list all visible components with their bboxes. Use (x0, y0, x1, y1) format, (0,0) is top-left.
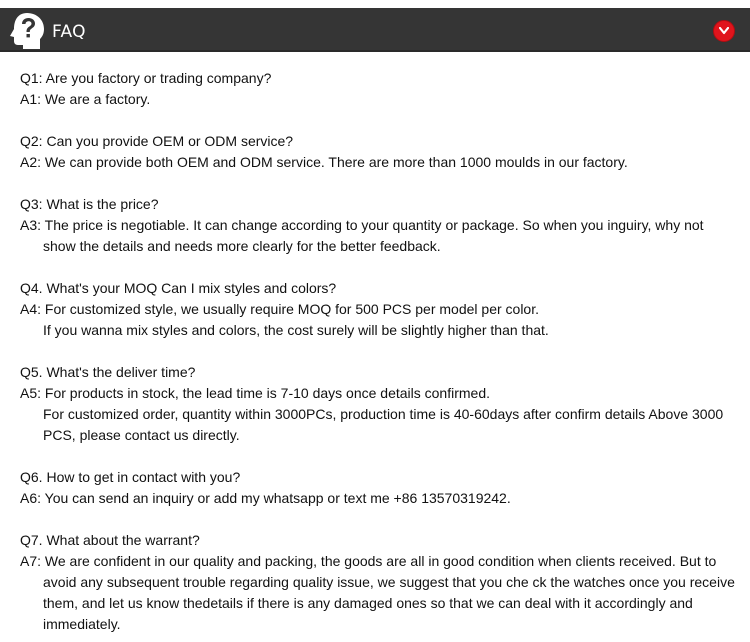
faq-answer-line: If you wanna mix styles and colors, the cost surely will be slightly higher than that. (43, 322, 549, 338)
faq-answer (20, 89, 735, 110)
faq-answer-line: A6: You can send an inquiry or add my whatsapp or text me +86 13570319242. (20, 490, 511, 506)
faq-answer-line: A4: For customized style, we usually require MOQ for 500 PCS per model per color. (20, 301, 539, 317)
faq-answer-line: A7: We are confident in our quality and packing, the goods are all in good condition when clients received. But to avoid any subsequent trouble regarding quality issue, we suggest that you che ck the watches once you receive them, and let us know thedetails if there is any damaged ones so that we can deal with it accordingly and immediately. (20, 553, 735, 632)
question-head-icon (7, 12, 47, 50)
faq-question: Q5. What's the deliver time? (20, 364, 196, 380)
collapse-toggle-button[interactable] (713, 20, 735, 42)
faq-question: Q3: What is the price? (20, 196, 159, 212)
faq-item-1 (20, 68, 735, 110)
faq-answer-line: A2: We can provide both OEM and ODM service. There are more than 1000 moulds in our factory. (20, 154, 628, 170)
faq-answer-line: A5: For products in stock, the lead time is 7-10 days once details confirmed. (20, 385, 491, 401)
faq-question: Q4. What's your MOQ Can I mix styles and colors? (20, 280, 337, 296)
faq-item-3 (20, 194, 735, 257)
chevron-down-icon (719, 27, 729, 36)
faq-answer (20, 551, 735, 635)
faq-title: FAQ (52, 22, 86, 42)
faq-list (20, 68, 735, 635)
faq-answer (20, 488, 735, 509)
faq-item-2 (20, 131, 735, 173)
faq-question: Q1: Are you factory or trading company? (20, 70, 272, 86)
faq-item-5 (20, 362, 735, 446)
faq-answer (20, 299, 735, 341)
faq-question: Q6. How to get in contact with you? (20, 469, 241, 485)
faq-question: Q7. What about the warrant? (20, 532, 200, 548)
faq-answer (20, 215, 735, 257)
faq-answer-line: For customized order, quantity within 3000PCs, production time is 40-60days after confirm details Above 3000 PCS, please contact us directly. (43, 406, 724, 443)
faq-item-7 (20, 530, 735, 635)
faq-item-6 (20, 467, 735, 509)
faq-answer (20, 383, 735, 446)
faq-answer (20, 152, 735, 173)
faq-answer-line: A1: We are a factory. (20, 91, 151, 107)
faq-answer-line: A3: The price is negotiable. It can change according to your quantity or package. So when you inguiry, why not show the details and needs more clearly for the better feedback. (20, 217, 704, 254)
faq-item-4 (20, 278, 735, 341)
faq-header-bar (0, 8, 750, 52)
faq-question: Q2: Can you provide OEM or ODM service? (20, 133, 294, 149)
